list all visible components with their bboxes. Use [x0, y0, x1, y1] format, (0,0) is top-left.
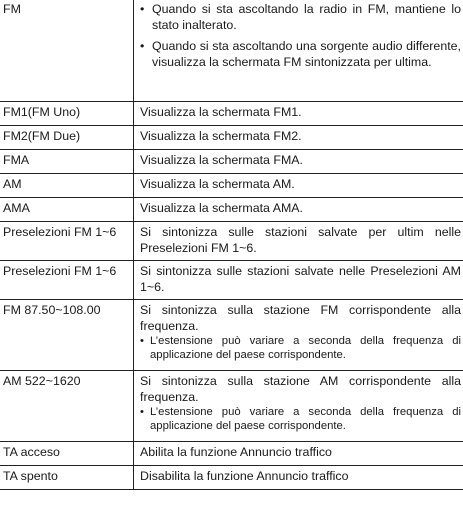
bullet-text: Quando si sta ascoltando una sorgente audio differente, visualizza la schermata FM sintonizzata per ultima. — [152, 39, 461, 69]
description-text: Si sintonizza sulla stazione FM corrispondente alla frequenza. — [140, 303, 461, 333]
term-cell: FM1(FM Uno) — [0, 102, 134, 126]
term-cell: TA acceso — [0, 442, 134, 466]
note-item — [140, 334, 461, 362]
table-row — [0, 222, 463, 261]
term-cell: FM 87.50~108.00 — [0, 300, 134, 371]
term-cell: Preselezioni FM 1~6 — [0, 261, 134, 300]
note-text: L’estensione può variare a seconda della frequenza di applicazione del paese corrispondente. — [150, 406, 461, 432]
table-row — [0, 466, 463, 490]
table-row — [0, 0, 463, 102]
term-cell: FMA — [0, 150, 134, 174]
description-cell — [134, 0, 463, 102]
term-cell: FM2(FM Due) — [0, 126, 134, 150]
bullet-icon: • — [140, 406, 144, 418]
description-cell: Visualizza la schermata AM. — [134, 174, 463, 198]
bullet-text: Quando si sta ascoltando la radio in FM, mantiene lo stato inalterato. — [152, 2, 461, 32]
description-cell — [134, 371, 463, 442]
description-cell: Visualizza la schermata FMA. — [134, 150, 463, 174]
bullet-icon: • — [140, 2, 145, 16]
table-row — [0, 174, 463, 198]
description-cell: Abilita la funzione Annuncio traffico — [134, 442, 463, 466]
table-row — [0, 261, 463, 300]
bullet-item — [140, 1, 461, 33]
description-cell — [134, 300, 463, 371]
description-cell: Disabilita la funzione Annuncio traffico — [134, 466, 463, 490]
term-cell: AM 522~1620 — [0, 371, 134, 442]
description-text: Si sintonizza sulla stazione AM corrispondente alla frequenza. — [140, 374, 461, 404]
table-row — [0, 371, 463, 442]
description-cell: Visualizza la schermata FM2. — [134, 126, 463, 150]
table-row — [0, 102, 463, 126]
description-cell: Visualizza la schermata FM1. — [134, 102, 463, 126]
table-row — [0, 442, 463, 466]
note-item — [140, 405, 461, 433]
description-cell: Si sintonizza sulle stazioni salvate per ultim nelle Preselezioni FM 1~6. — [134, 222, 463, 261]
table-row — [0, 126, 463, 150]
bullet-icon: • — [140, 39, 145, 53]
table-row — [0, 300, 463, 371]
bullet-item — [140, 38, 461, 70]
term-cell: Preselezioni FM 1~6 — [0, 222, 134, 261]
table-row — [0, 150, 463, 174]
term-cell: AMA — [0, 198, 134, 222]
table-row — [0, 198, 463, 222]
note-text: L’estensione può variare a seconda della frequenza di applicazione del paese corrispondente. — [150, 335, 461, 361]
term-cell: AM — [0, 174, 134, 198]
bullet-icon: • — [140, 335, 144, 347]
term-cell: TA spento — [0, 466, 134, 490]
description-cell: Si sintonizza sulle stazioni salvate nelle Preselezioni AM 1~6. — [134, 261, 463, 300]
term-cell: FM — [0, 0, 134, 102]
description-cell: Visualizza la schermata AMA. — [134, 198, 463, 222]
